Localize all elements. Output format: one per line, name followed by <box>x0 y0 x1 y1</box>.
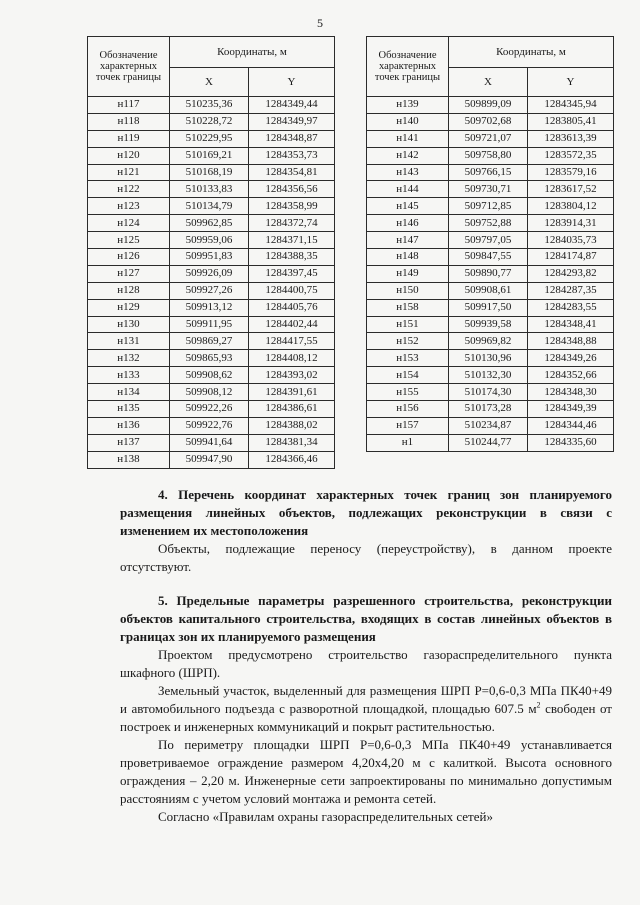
table-row <box>367 384 614 401</box>
x-cell: 510228,72 <box>170 113 249 130</box>
x-cell: 509730,71 <box>449 181 528 198</box>
point-cell: н1 <box>367 434 449 451</box>
table-row <box>88 282 335 299</box>
table-row <box>88 215 335 232</box>
x-cell: 510244,77 <box>449 434 528 451</box>
table-row <box>367 282 614 299</box>
table-row <box>88 113 335 130</box>
y-cell: 1284371,15 <box>249 232 335 249</box>
x-cell: 510174,30 <box>449 384 528 401</box>
point-cell: н137 <box>88 434 170 451</box>
point-cell: н155 <box>367 384 449 401</box>
x-cell: 509899,09 <box>449 97 528 114</box>
y-cell: 1284348,30 <box>528 384 614 401</box>
x-cell: 509908,12 <box>170 384 249 401</box>
point-cell: н126 <box>88 249 170 266</box>
table-row <box>367 401 614 418</box>
y-cell: 1284345,94 <box>528 97 614 114</box>
point-cell: н146 <box>367 215 449 232</box>
y-cell: 1283617,52 <box>528 181 614 198</box>
x-cell: 509926,09 <box>170 265 249 282</box>
point-cell: н117 <box>88 97 170 114</box>
point-cell: н149 <box>367 265 449 282</box>
y-cell: 1284397,45 <box>249 265 335 282</box>
y-cell: 1284405,76 <box>249 299 335 316</box>
point-cell: н151 <box>367 316 449 333</box>
table-row <box>367 164 614 181</box>
section-5-paragraph-4: Согласно «Правилам охраны газораспределительных сетей» <box>158 809 493 824</box>
table-row <box>367 198 614 215</box>
point-cell: н133 <box>88 367 170 384</box>
coordinates-table-left <box>87 36 335 469</box>
x-cell: 510130,96 <box>449 350 528 367</box>
y-cell: 1284417,55 <box>249 333 335 350</box>
header-x: X <box>170 68 249 97</box>
y-cell: 1284293,82 <box>528 265 614 282</box>
y-cell: 1284388,02 <box>249 417 335 434</box>
table-row <box>367 350 614 367</box>
y-cell: 1283613,39 <box>528 130 614 147</box>
x-cell: 509766,15 <box>449 164 528 181</box>
point-cell: н157 <box>367 417 449 434</box>
x-cell: 509969,82 <box>449 333 528 350</box>
x-cell: 509752,88 <box>449 215 528 232</box>
y-cell: 1284388,35 <box>249 249 335 266</box>
x-cell: 510229,95 <box>170 130 249 147</box>
point-cell: н135 <box>88 401 170 418</box>
point-cell: н154 <box>367 367 449 384</box>
y-cell: 1284287,35 <box>528 282 614 299</box>
table-row <box>88 417 335 434</box>
table-row <box>367 113 614 130</box>
y-cell: 1284335,60 <box>528 434 614 451</box>
table-row <box>88 265 335 282</box>
point-cell: н127 <box>88 265 170 282</box>
point-cell: н156 <box>367 401 449 418</box>
y-cell: 1284174,87 <box>528 249 614 266</box>
table-row <box>367 181 614 198</box>
x-cell: 509947,90 <box>170 451 249 468</box>
point-cell: н124 <box>88 215 170 232</box>
y-cell: 1284353,73 <box>249 147 335 164</box>
table-row <box>88 147 335 164</box>
x-cell: 510133,83 <box>170 181 249 198</box>
section-4 <box>120 486 612 576</box>
table-row <box>367 232 614 249</box>
x-cell: 510169,21 <box>170 147 249 164</box>
point-cell: н123 <box>88 198 170 215</box>
table-row <box>367 434 614 451</box>
x-cell: 510168,19 <box>170 164 249 181</box>
x-cell: 509962,85 <box>170 215 249 232</box>
header-coordinates: Координаты, м <box>170 37 335 68</box>
y-cell: 1284035,73 <box>528 232 614 249</box>
point-cell: н153 <box>367 350 449 367</box>
table-row <box>88 130 335 147</box>
x-cell: 510132,30 <box>449 367 528 384</box>
section-5-heading: 5. Предельные параметры разрешенного строительства, реконструкции объектов капитального строительства, входящих в состав линейных объектов в границах зон их планируемого размещения <box>120 593 612 644</box>
table-row <box>88 181 335 198</box>
x-cell: 509941,64 <box>170 434 249 451</box>
point-cell: н141 <box>367 130 449 147</box>
point-cell: н140 <box>367 113 449 130</box>
y-cell: 1283572,35 <box>528 147 614 164</box>
table-row <box>367 265 614 282</box>
y-cell: 1284393,02 <box>249 367 335 384</box>
x-cell: 509721,07 <box>449 130 528 147</box>
table-row <box>88 451 335 468</box>
y-cell: 1284349,39 <box>528 401 614 418</box>
x-cell: 510173,28 <box>449 401 528 418</box>
table-row <box>88 164 335 181</box>
y-cell: 1284348,41 <box>528 316 614 333</box>
point-cell: н125 <box>88 232 170 249</box>
x-cell: 509922,26 <box>170 401 249 418</box>
area-unit-superscript: 2 <box>536 700 541 710</box>
y-cell: 1284349,97 <box>249 113 335 130</box>
y-cell: 1284348,87 <box>249 130 335 147</box>
y-cell: 1283579,16 <box>528 164 614 181</box>
y-cell: 1284349,26 <box>528 350 614 367</box>
table-row <box>367 367 614 384</box>
y-cell: 1284349,44 <box>249 97 335 114</box>
y-cell: 1284354,81 <box>249 164 335 181</box>
point-cell: н120 <box>88 147 170 164</box>
point-cell: н143 <box>367 164 449 181</box>
y-cell: 1283805,41 <box>528 113 614 130</box>
point-cell: н131 <box>88 333 170 350</box>
point-cell: н136 <box>88 417 170 434</box>
table-row <box>367 249 614 266</box>
y-cell: 1284391,61 <box>249 384 335 401</box>
table-row <box>367 316 614 333</box>
y-cell: 1284356,56 <box>249 181 335 198</box>
table-row <box>88 367 335 384</box>
section-5-paragraph-2 <box>120 682 612 736</box>
table-row <box>88 316 335 333</box>
table-row <box>367 299 614 316</box>
section-4-paragraph: Объекты, подлежащие переносу (переустройству), в данном проекте отсутствуют. <box>120 541 612 574</box>
y-cell: 1284408,12 <box>249 350 335 367</box>
point-cell: н139 <box>367 97 449 114</box>
x-cell: 510234,87 <box>449 417 528 434</box>
x-cell: 509865,93 <box>170 350 249 367</box>
section-5 <box>120 592 612 826</box>
x-cell: 509908,62 <box>170 367 249 384</box>
y-cell: 1283804,12 <box>528 198 614 215</box>
x-cell: 509922,76 <box>170 417 249 434</box>
point-cell: н128 <box>88 282 170 299</box>
table-row <box>88 198 335 215</box>
section-5-paragraph-2-text: Земельный участок, выделенный для размещения ШРП Р=0,6-0,3 МПа ПК40+49 и автомобильного подъезда с разворотной площадкой, площадью 607.5 м <box>120 683 612 716</box>
y-cell: 1284358,99 <box>249 198 335 215</box>
x-cell: 509702,68 <box>449 113 528 130</box>
x-cell: 509869,27 <box>170 333 249 350</box>
y-cell: 1284366,46 <box>249 451 335 468</box>
point-cell: н152 <box>367 333 449 350</box>
table-row <box>367 417 614 434</box>
x-cell: 509939,58 <box>449 316 528 333</box>
point-cell: н129 <box>88 299 170 316</box>
table-row <box>88 232 335 249</box>
x-cell: 509951,83 <box>170 249 249 266</box>
table-row <box>367 97 614 114</box>
point-cell: н158 <box>367 299 449 316</box>
point-cell: н118 <box>88 113 170 130</box>
y-cell: 1283914,31 <box>528 215 614 232</box>
y-cell: 1284400,75 <box>249 282 335 299</box>
page-number: 5 <box>317 16 323 30</box>
x-cell: 509917,50 <box>449 299 528 316</box>
point-cell: н134 <box>88 384 170 401</box>
table-row <box>88 333 335 350</box>
section-5-paragraph-2-rest: свободен от построек и инженерных коммуникаций и покрыт растительностью. <box>120 701 612 734</box>
point-cell: н138 <box>88 451 170 468</box>
header-y: Y <box>528 68 614 97</box>
x-cell: 510235,36 <box>170 97 249 114</box>
y-cell: 1284381,34 <box>249 434 335 451</box>
point-cell: н150 <box>367 282 449 299</box>
x-cell: 509908,61 <box>449 282 528 299</box>
point-cell: н144 <box>367 181 449 198</box>
y-cell: 1284372,74 <box>249 215 335 232</box>
point-cell: н145 <box>367 198 449 215</box>
point-cell: н148 <box>367 249 449 266</box>
y-cell: 1284283,55 <box>528 299 614 316</box>
point-cell: н121 <box>88 164 170 181</box>
point-cell: н119 <box>88 130 170 147</box>
table-row <box>367 333 614 350</box>
table-row <box>88 299 335 316</box>
x-cell: 509913,12 <box>170 299 249 316</box>
x-cell: 509927,26 <box>170 282 249 299</box>
header-y: Y <box>249 68 335 97</box>
header-point: Обозначение характерных точек границы <box>367 37 449 97</box>
point-cell: н142 <box>367 147 449 164</box>
x-cell: 509911,95 <box>170 316 249 333</box>
table-row <box>367 215 614 232</box>
section-5-paragraph-1: Проектом предусмотрено строительство газораспределительного пункта шкафного (ШРП). <box>120 647 612 680</box>
y-cell: 1284402,44 <box>249 316 335 333</box>
point-cell: н122 <box>88 181 170 198</box>
point-cell: н130 <box>88 316 170 333</box>
section-5-paragraph-3: По периметру площадки ШРП Р=0,6-0,3 МПа ПК40+49 устанавливается проветриваемое ограждение размером 4,20х4,20 м с калиткой. Высота основного ограждения – 2,20 м. Инженерные сети запроектированы по минимально допустимым расстояниям с учетом условий монтажа и ремонта сетей. <box>120 737 612 806</box>
table-row <box>88 97 335 114</box>
x-cell: 509847,55 <box>449 249 528 266</box>
table-row <box>88 350 335 367</box>
table-row <box>367 147 614 164</box>
header-coordinates: Координаты, м <box>449 37 614 68</box>
table-row <box>88 434 335 451</box>
y-cell: 1284352,66 <box>528 367 614 384</box>
header-x: X <box>449 68 528 97</box>
x-cell: 510134,79 <box>170 198 249 215</box>
y-cell: 1284348,88 <box>528 333 614 350</box>
x-cell: 509797,05 <box>449 232 528 249</box>
y-cell: 1284344,46 <box>528 417 614 434</box>
coordinates-table-right <box>366 36 614 452</box>
x-cell: 509959,06 <box>170 232 249 249</box>
point-cell: н132 <box>88 350 170 367</box>
header-point: Обозначение характерных точек границы <box>88 37 170 97</box>
point-cell: н147 <box>367 232 449 249</box>
table-row <box>88 401 335 418</box>
x-cell: 509712,85 <box>449 198 528 215</box>
table-row <box>88 384 335 401</box>
x-cell: 509890,77 <box>449 265 528 282</box>
y-cell: 1284386,61 <box>249 401 335 418</box>
section-4-heading: 4. Перечень координат характерных точек границ зон планируемого размещения линейных объектов, подлежащих реконструкции в связи с изменением их местоположения <box>120 487 612 538</box>
x-cell: 509758,80 <box>449 147 528 164</box>
table-row <box>367 130 614 147</box>
table-row <box>88 249 335 266</box>
